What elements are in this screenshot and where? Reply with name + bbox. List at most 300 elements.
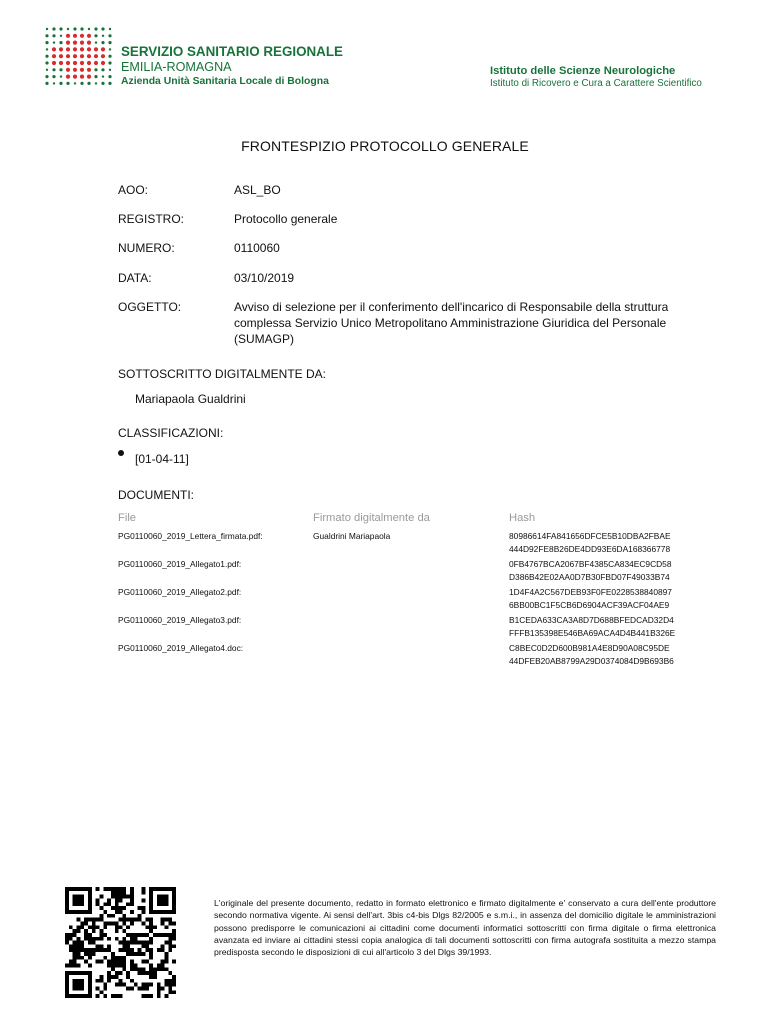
qr-module <box>73 983 77 987</box>
qr-module <box>142 994 146 998</box>
logo-dot <box>94 27 97 30</box>
qr-module <box>84 933 88 937</box>
qr-module <box>126 952 130 956</box>
qr-module <box>96 979 100 983</box>
qr-module <box>165 941 169 945</box>
qr-module <box>103 987 107 991</box>
qr-module <box>122 929 126 933</box>
qr-module <box>92 921 96 925</box>
qr-module <box>119 941 123 945</box>
qr-module <box>111 967 115 971</box>
qr-module <box>130 937 134 941</box>
qr-module <box>126 941 130 945</box>
logo-dot <box>66 41 70 45</box>
qr-module <box>115 898 119 902</box>
qr-module <box>157 948 161 952</box>
qr-module <box>161 933 165 937</box>
logo-dot <box>66 75 70 79</box>
qr-module <box>119 906 123 910</box>
qr-module <box>134 952 138 956</box>
qr-module <box>157 983 161 987</box>
qr-module <box>149 952 153 956</box>
qr-module <box>99 895 103 899</box>
qr-module <box>130 964 134 968</box>
qr-module <box>149 967 153 971</box>
logo-dot <box>59 61 63 65</box>
qr-module <box>80 902 84 906</box>
qr-module <box>65 971 69 975</box>
qr-module <box>149 983 153 987</box>
logo-dot <box>101 82 104 85</box>
logo-dot <box>73 68 77 72</box>
qr-module <box>145 933 149 937</box>
qr-module <box>153 910 157 914</box>
qr-module <box>96 918 100 922</box>
qr-module <box>142 941 146 945</box>
qr-module <box>76 902 80 906</box>
qr-module <box>130 948 134 952</box>
qr-module <box>69 925 73 929</box>
qr-module <box>165 910 169 914</box>
qr-module <box>76 971 80 975</box>
qr-module <box>165 952 169 956</box>
qr-module <box>172 906 176 910</box>
qr-module <box>76 956 80 960</box>
qr-module <box>149 887 153 891</box>
qr-module <box>99 975 103 979</box>
qr-module <box>165 895 169 899</box>
qr-module <box>115 921 119 925</box>
qr-module <box>76 910 80 914</box>
hash-line-2: FFFB135398E546BA69ACA4D4B441B326E <box>509 627 676 638</box>
qr-module <box>130 921 134 925</box>
qr-module <box>161 921 165 925</box>
qr-module <box>119 948 123 952</box>
qr-module <box>149 906 153 910</box>
qr-module <box>80 979 84 983</box>
qr-module <box>76 979 80 983</box>
hash-line-2: 444D92FE8B26DE4DD93E6DA168366778 <box>509 543 671 554</box>
logo-dot <box>60 35 62 37</box>
qr-module <box>161 964 165 968</box>
org-name: SERVIZIO SANITARIO REGIONALE <box>121 44 343 59</box>
qr-module <box>73 887 77 891</box>
qr-module <box>65 933 69 937</box>
qr-module <box>107 902 111 906</box>
logo-dot <box>52 54 56 58</box>
qr-module <box>119 895 123 899</box>
qr-module <box>149 895 153 899</box>
qr-module <box>76 964 80 968</box>
qr-module <box>142 910 146 914</box>
qr-module <box>88 975 92 979</box>
qr-module <box>88 898 92 902</box>
logo-dot <box>109 48 111 50</box>
qr-module <box>134 933 138 937</box>
qr-module <box>103 887 107 891</box>
qr-module <box>134 937 138 941</box>
qr-module <box>103 956 107 960</box>
qr-module <box>73 944 77 948</box>
qr-module <box>111 914 115 918</box>
logo-dot <box>108 41 111 44</box>
qr-module <box>65 906 69 910</box>
qr-module <box>168 983 172 987</box>
qr-module <box>172 887 176 891</box>
logo-dot <box>108 82 111 85</box>
qr-module <box>172 960 176 964</box>
qr-module <box>165 994 169 998</box>
qr-module <box>69 937 73 941</box>
hash-line-1: 80986614FA841656DFCE5B10DBA2FBAE <box>509 531 671 541</box>
qr-module <box>96 944 100 948</box>
qr-module <box>107 964 111 968</box>
qr-module <box>122 887 126 891</box>
qr-module <box>103 902 107 906</box>
logo-dot <box>87 68 91 72</box>
qr-module <box>122 967 126 971</box>
qr-module <box>96 902 100 906</box>
documents-heading: DOCUMENTI: <box>118 488 194 502</box>
qr-module <box>153 887 157 891</box>
qr-module <box>103 925 107 929</box>
logo-dot <box>53 41 55 43</box>
qr-module <box>168 921 172 925</box>
qr-module <box>88 941 92 945</box>
hash-line-1: B1CEDA633CA3A8D7D688BFEDCAD32D4 <box>509 615 674 625</box>
qr-module <box>69 994 73 998</box>
qr-module <box>111 895 115 899</box>
qr-module <box>161 987 165 991</box>
qr-module <box>122 914 126 918</box>
qr-module <box>122 948 126 952</box>
document-hash <box>509 558 672 583</box>
logo-dot <box>52 34 55 37</box>
qr-module <box>149 964 153 968</box>
qr-module <box>168 979 172 983</box>
qr-module <box>149 941 153 945</box>
qr-module <box>142 898 146 902</box>
qr-module <box>145 925 149 929</box>
qr-module <box>122 891 126 895</box>
qr-module <box>111 887 115 891</box>
qr-module <box>138 941 142 945</box>
logo-dot <box>80 68 84 72</box>
qr-module <box>168 971 172 975</box>
qr-module <box>145 918 149 922</box>
qr-module <box>165 918 169 922</box>
column-signed-by: Firmato digitalmente da <box>313 512 430 524</box>
qr-module <box>161 960 165 964</box>
qr-module <box>165 898 169 902</box>
qr-module <box>149 937 153 941</box>
qr-module <box>69 964 73 968</box>
qr-module <box>142 967 146 971</box>
qr-module <box>96 937 100 941</box>
qr-module <box>138 914 142 918</box>
hash-line-2: D386B42E02AA0D7B30FBD07F49033B74 <box>509 571 670 582</box>
qr-module <box>73 933 77 937</box>
qr-module <box>73 964 77 968</box>
qr-module <box>96 925 100 929</box>
qr-module <box>107 898 111 902</box>
qr-module <box>80 956 84 960</box>
qr-module <box>76 987 80 991</box>
qr-module <box>65 975 69 979</box>
qr-module <box>65 964 69 968</box>
qr-module <box>153 975 157 979</box>
document-file: PG0110060_2019_Allegato3.pdf: <box>118 615 242 625</box>
qr-module <box>92 918 96 922</box>
qr-module <box>92 948 96 952</box>
qr-module <box>103 994 107 998</box>
qr-module <box>88 956 92 960</box>
logo-dot <box>80 61 84 65</box>
qr-module <box>122 960 126 964</box>
qr-module <box>172 929 176 933</box>
qr-module <box>99 929 103 933</box>
qr-module <box>65 902 69 906</box>
logo-dot <box>46 48 48 50</box>
qr-module <box>161 948 165 952</box>
qr-module <box>88 952 92 956</box>
qr-module <box>88 910 92 914</box>
qr-module <box>115 964 119 968</box>
logo-dot <box>66 68 70 72</box>
qr-module <box>65 987 69 991</box>
qr-module <box>80 994 84 998</box>
qr-module <box>96 994 100 998</box>
numero-value: 0110060 <box>234 241 280 255</box>
qr-module <box>84 918 88 922</box>
data-value: 03/10/2019 <box>234 271 295 285</box>
qr-module <box>153 933 157 937</box>
qr-module <box>142 983 146 987</box>
qr-module <box>168 937 172 941</box>
qr-module <box>142 960 146 964</box>
qr-module <box>126 975 130 979</box>
logo-dot <box>80 82 83 85</box>
qr-module <box>172 895 176 899</box>
oggetto-label: OGGETTO: <box>118 300 182 314</box>
qr-module <box>157 967 161 971</box>
qr-module <box>111 952 115 956</box>
qr-module <box>80 983 84 987</box>
qr-module <box>142 933 146 937</box>
logo-dot <box>53 82 55 84</box>
qr-module <box>65 898 69 902</box>
qr-module <box>88 994 92 998</box>
qr-module <box>73 960 77 964</box>
qr-module <box>65 983 69 987</box>
signer-name: Mariapaola Gualdrini <box>135 392 246 406</box>
qr-module <box>149 891 153 895</box>
qr-module <box>65 937 69 941</box>
qr-module <box>80 971 84 975</box>
qr-module <box>119 994 123 998</box>
qr-module <box>115 983 119 987</box>
qr-module <box>80 895 84 899</box>
qr-module <box>172 975 176 979</box>
logo-dot <box>45 82 48 85</box>
qr-module <box>80 941 84 945</box>
qr-module <box>130 967 134 971</box>
qr-module <box>119 956 123 960</box>
qr-module <box>69 948 73 952</box>
qr-module <box>80 921 84 925</box>
bullet-icon <box>118 450 124 456</box>
qr-module <box>76 925 80 929</box>
logo-dot <box>102 35 104 37</box>
qr-module <box>172 937 176 941</box>
qr-module <box>76 983 80 987</box>
qr-module <box>76 918 80 922</box>
qr-module <box>161 902 165 906</box>
qr-module <box>126 902 130 906</box>
qr-module <box>161 944 165 948</box>
document-hash <box>509 586 672 611</box>
qr-module <box>73 956 77 960</box>
org-region: EMILIA-ROMAGNA <box>121 60 232 74</box>
qr-module <box>99 918 103 922</box>
qr-module <box>99 979 103 983</box>
qr-module <box>99 906 103 910</box>
logo-dot <box>74 82 76 84</box>
qr-module <box>111 960 115 964</box>
aoo-value: ASL_BO <box>234 183 281 197</box>
qr-module <box>165 933 169 937</box>
qr-module <box>130 887 134 891</box>
logo-dot <box>73 61 77 65</box>
classifications-heading: CLASSIFICAZIONI: <box>118 426 224 440</box>
qr-module <box>103 910 107 914</box>
logo-dot <box>88 28 90 30</box>
qr-module <box>84 994 88 998</box>
qr-module <box>88 906 92 910</box>
qr-module <box>115 929 119 933</box>
qr-module <box>149 929 153 933</box>
qr-module <box>134 918 138 922</box>
qr-module <box>84 937 88 941</box>
logo-dot <box>59 47 63 51</box>
qr-module <box>157 987 161 991</box>
qr-module <box>92 937 96 941</box>
qr-module <box>119 925 123 929</box>
qr-module <box>165 956 169 960</box>
qr-module <box>107 887 111 891</box>
qr-module <box>73 952 77 956</box>
qr-module <box>76 895 80 899</box>
qr-module <box>172 979 176 983</box>
logo-dot <box>59 68 62 71</box>
qr-module <box>138 906 142 910</box>
logo-dot <box>80 34 84 38</box>
qr-module <box>119 971 123 975</box>
qr-module <box>134 964 138 968</box>
qr-module <box>142 906 146 910</box>
qr-module <box>119 910 123 914</box>
logo-dot <box>94 34 97 37</box>
qr-module <box>165 960 169 964</box>
oggetto-value: Avviso di selezione per il conferimento dell'incarico di Responsabile della struttura complessa Servizio Unico Metropolitano Amministrazione Giuridica del Personale (SUMAGP) <box>234 300 669 346</box>
qr-module <box>107 979 111 983</box>
qr-module <box>115 895 119 899</box>
qr-module <box>157 902 161 906</box>
qr-module <box>142 887 146 891</box>
logo-dot <box>66 54 70 58</box>
logo-dot <box>45 55 48 58</box>
logo-dot <box>66 82 69 85</box>
qr-module <box>149 948 153 952</box>
logo-dot <box>59 27 62 30</box>
qr-module <box>153 925 157 929</box>
qr-module <box>168 918 172 922</box>
qr-module <box>172 902 176 906</box>
logo-dot <box>59 41 62 44</box>
qr-module <box>115 891 119 895</box>
qr-module <box>172 944 176 948</box>
logo-dot <box>80 75 84 79</box>
qr-module <box>88 979 92 983</box>
qr-module <box>126 895 130 899</box>
logo-dot <box>80 54 84 58</box>
logo-dot <box>46 28 48 30</box>
logo-dot <box>59 82 62 85</box>
logo-dot <box>87 47 91 51</box>
qr-module <box>165 887 169 891</box>
document-hash <box>509 614 675 639</box>
qr-module <box>122 964 126 968</box>
qr-module <box>157 898 161 902</box>
hash-line-1: C8BEC0D2D600B981A4E8D90A08C95DE <box>509 643 670 653</box>
qr-module <box>107 975 111 979</box>
qr-module <box>80 948 84 952</box>
qr-module <box>69 887 73 891</box>
qr-module <box>172 983 176 987</box>
logo-dot <box>94 61 98 65</box>
qr-module <box>149 994 153 998</box>
logo-dot <box>87 75 91 79</box>
registro-label: REGISTRO: <box>118 212 185 226</box>
qr-module <box>138 967 142 971</box>
qr-module <box>130 918 134 922</box>
logo-dot <box>52 68 55 71</box>
qr-module <box>157 933 161 937</box>
qr-module <box>130 952 134 956</box>
qr-module <box>168 990 172 994</box>
qr-module <box>149 956 153 960</box>
qr-module <box>115 975 119 979</box>
qr-module <box>80 987 84 991</box>
logo-dot <box>108 55 111 58</box>
qr-module <box>119 918 123 922</box>
qr-module <box>88 990 92 994</box>
qr-module <box>134 983 138 987</box>
qr-module <box>126 918 130 922</box>
logo-dot <box>80 47 84 51</box>
logo-dot <box>45 61 48 64</box>
qr-module <box>65 895 69 899</box>
qr-module <box>153 967 157 971</box>
qr-module <box>92 941 96 945</box>
logo-dot <box>101 54 105 58</box>
qr-module <box>103 983 107 987</box>
qr-module <box>80 925 84 929</box>
qr-module <box>126 987 130 991</box>
qr-module <box>149 971 153 975</box>
qr-module <box>96 887 100 891</box>
qr-module <box>115 906 119 910</box>
